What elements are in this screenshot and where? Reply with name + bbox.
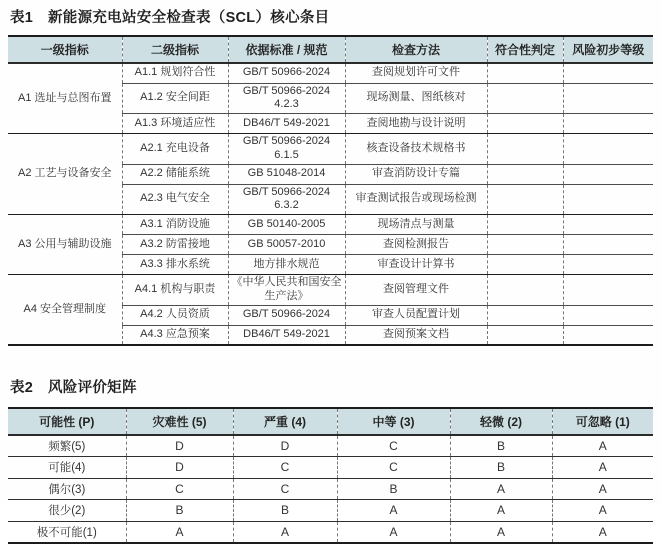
risk-value-cell: A bbox=[337, 500, 450, 522]
risk-level-cell bbox=[563, 255, 653, 275]
standard-cell: DB46/T 549-2021 bbox=[228, 114, 345, 134]
risk-value-cell: A bbox=[552, 478, 653, 500]
risk-value-cell: C bbox=[233, 457, 337, 479]
level1-cell: A2 工艺与设备安全 bbox=[8, 134, 122, 215]
risk-value-cell: A bbox=[233, 521, 337, 543]
table-row bbox=[8, 275, 653, 306]
header-level2: 二级指标 bbox=[122, 36, 228, 63]
matrix-row bbox=[8, 521, 653, 543]
standard-cell: GB/T 50966-2024 6.3.2 bbox=[228, 184, 345, 215]
compliance-cell bbox=[487, 114, 563, 134]
risk-level-cell bbox=[563, 184, 653, 215]
risk-value-cell: B bbox=[126, 500, 233, 522]
compliance-cell bbox=[487, 215, 563, 235]
compliance-cell bbox=[487, 164, 563, 184]
method-cell: 查阅地勘与设计说明 bbox=[345, 114, 487, 134]
level2-cell: A4.1 机构与职责 bbox=[122, 275, 228, 306]
header-severe: 严重 (4) bbox=[233, 408, 337, 435]
compliance-cell bbox=[487, 275, 563, 306]
level2-cell: A2.3 电气安全 bbox=[122, 184, 228, 215]
method-cell: 查阅检测报告 bbox=[345, 235, 487, 255]
compliance-cell bbox=[487, 305, 563, 325]
standard-cell: GB/T 50966-2024 bbox=[228, 305, 345, 325]
table2-header-row bbox=[8, 408, 653, 435]
header-likelihood: 可能性 (P) bbox=[8, 408, 126, 435]
risk-level-cell bbox=[563, 83, 653, 114]
header-catastrophic: 灾难性 (5) bbox=[126, 408, 233, 435]
compliance-cell bbox=[487, 255, 563, 275]
risk-level-cell bbox=[563, 305, 653, 325]
method-cell: 查阅规划许可文件 bbox=[345, 63, 487, 83]
method-cell: 审查消防设计专篇 bbox=[345, 164, 487, 184]
risk-value-cell: A bbox=[552, 457, 653, 479]
table-row bbox=[8, 63, 653, 83]
table2-risk-matrix bbox=[8, 407, 653, 544]
risk-value-cell: A bbox=[337, 521, 450, 543]
compliance-cell bbox=[487, 83, 563, 114]
likelihood-cell: 很少(2) bbox=[8, 500, 126, 522]
level2-cell: A4.3 应急预案 bbox=[122, 325, 228, 345]
standard-cell: GB/T 50966-2024 4.2.3 bbox=[228, 83, 345, 114]
header-negligible: 可忽略 (1) bbox=[552, 408, 653, 435]
risk-value-cell: D bbox=[233, 435, 337, 457]
standard-cell: GB 51048-2014 bbox=[228, 164, 345, 184]
risk-value-cell: A bbox=[126, 521, 233, 543]
compliance-cell bbox=[487, 184, 563, 215]
risk-value-cell: A bbox=[552, 500, 653, 522]
likelihood-cell: 可能(4) bbox=[8, 457, 126, 479]
level2-cell: A4.2 人员资质 bbox=[122, 305, 228, 325]
risk-value-cell: C bbox=[337, 457, 450, 479]
risk-value-cell: A bbox=[450, 521, 552, 543]
level2-cell: A2.1 充电设备 bbox=[122, 134, 228, 165]
standard-cell: 《中华人民共和国安全生产法》 bbox=[228, 275, 345, 306]
method-cell: 现场测量、图纸核对 bbox=[345, 83, 487, 114]
header-risk-level: 风险初步等级 bbox=[563, 36, 653, 63]
level1-cell: A1 选址与总图布置 bbox=[8, 63, 122, 134]
standard-cell: GB/T 50966-2024 bbox=[228, 63, 345, 83]
likelihood-cell: 偶尔(3) bbox=[8, 478, 126, 500]
standard-cell: GB 50057-2010 bbox=[228, 235, 345, 255]
risk-level-cell bbox=[563, 235, 653, 255]
level1-cell: A4 安全管理制度 bbox=[8, 275, 122, 346]
level1-cell: A3 公用与辅助设施 bbox=[8, 215, 122, 275]
matrix-row bbox=[8, 435, 653, 457]
risk-level-cell bbox=[563, 114, 653, 134]
standard-cell: DB46/T 549-2021 bbox=[228, 325, 345, 345]
risk-value-cell: D bbox=[126, 457, 233, 479]
risk-value-cell: D bbox=[126, 435, 233, 457]
compliance-cell bbox=[487, 325, 563, 345]
risk-value-cell: B bbox=[450, 457, 552, 479]
risk-value-cell: B bbox=[233, 500, 337, 522]
method-cell: 审查人员配置计划 bbox=[345, 305, 487, 325]
table2-title: 表2 风险评价矩阵 bbox=[10, 380, 137, 396]
table1-header bbox=[8, 36, 653, 63]
risk-level-cell bbox=[563, 215, 653, 235]
matrix-row bbox=[8, 500, 653, 522]
matrix-row bbox=[8, 457, 653, 479]
header-level1: 一级指标 bbox=[8, 36, 122, 63]
table1-header-row bbox=[8, 36, 653, 63]
header-standard: 依据标准 / 规范 bbox=[228, 36, 345, 63]
level2-cell: A1.2 安全间距 bbox=[122, 83, 228, 114]
method-cell: 审查设计计算书 bbox=[345, 255, 487, 275]
level2-cell: A3.1 消防设施 bbox=[122, 215, 228, 235]
method-cell: 核查设备技术规格书 bbox=[345, 134, 487, 165]
header-compliance: 符合性判定 bbox=[487, 36, 563, 63]
table1-scl-checklist bbox=[8, 35, 653, 346]
level2-cell: A2.2 储能系统 bbox=[122, 164, 228, 184]
matrix-row bbox=[8, 478, 653, 500]
level2-cell: A1.1 规划符合性 bbox=[122, 63, 228, 83]
risk-value-cell: C bbox=[126, 478, 233, 500]
risk-level-cell bbox=[563, 164, 653, 184]
compliance-cell bbox=[487, 63, 563, 83]
header-moderate: 中等 (3) bbox=[337, 408, 450, 435]
header-minor: 轻微 (2) bbox=[450, 408, 552, 435]
standard-cell: 地方排水规范 bbox=[228, 255, 345, 275]
risk-value-cell: A bbox=[450, 478, 552, 500]
risk-value-cell: C bbox=[337, 435, 450, 457]
method-cell: 查阅预案文档 bbox=[345, 325, 487, 345]
risk-level-cell bbox=[563, 134, 653, 165]
risk-level-cell bbox=[563, 325, 653, 345]
level2-cell: A3.2 防雷接地 bbox=[122, 235, 228, 255]
method-cell: 查阅管理文件 bbox=[345, 275, 487, 306]
risk-value-cell: A bbox=[552, 435, 653, 457]
standard-cell: GB 50140-2005 bbox=[228, 215, 345, 235]
table-row bbox=[8, 215, 653, 235]
table1-title: 表1 新能源充电站安全检查表（SCL）核心条目 bbox=[10, 10, 330, 26]
method-cell: 审查测试报告或现场检测 bbox=[345, 184, 487, 215]
header-method: 检查方法 bbox=[345, 36, 487, 63]
risk-value-cell: A bbox=[450, 500, 552, 522]
likelihood-cell: 极不可能(1) bbox=[8, 521, 126, 543]
likelihood-cell: 频繁(5) bbox=[8, 435, 126, 457]
table-row bbox=[8, 134, 653, 165]
risk-level-cell bbox=[563, 63, 653, 83]
compliance-cell bbox=[487, 235, 563, 255]
risk-value-cell: B bbox=[450, 435, 552, 457]
risk-value-cell: C bbox=[233, 478, 337, 500]
level2-cell: A3.3 排水系统 bbox=[122, 255, 228, 275]
standard-cell: GB/T 50966-2024 6.1.5 bbox=[228, 134, 345, 165]
level2-cell: A1.3 环境适应性 bbox=[122, 114, 228, 134]
risk-level-cell bbox=[563, 275, 653, 306]
compliance-cell bbox=[487, 134, 563, 165]
risk-value-cell: B bbox=[337, 478, 450, 500]
table2-header bbox=[8, 408, 653, 435]
risk-value-cell: A bbox=[552, 521, 653, 543]
method-cell: 现场清点与测量 bbox=[345, 215, 487, 235]
